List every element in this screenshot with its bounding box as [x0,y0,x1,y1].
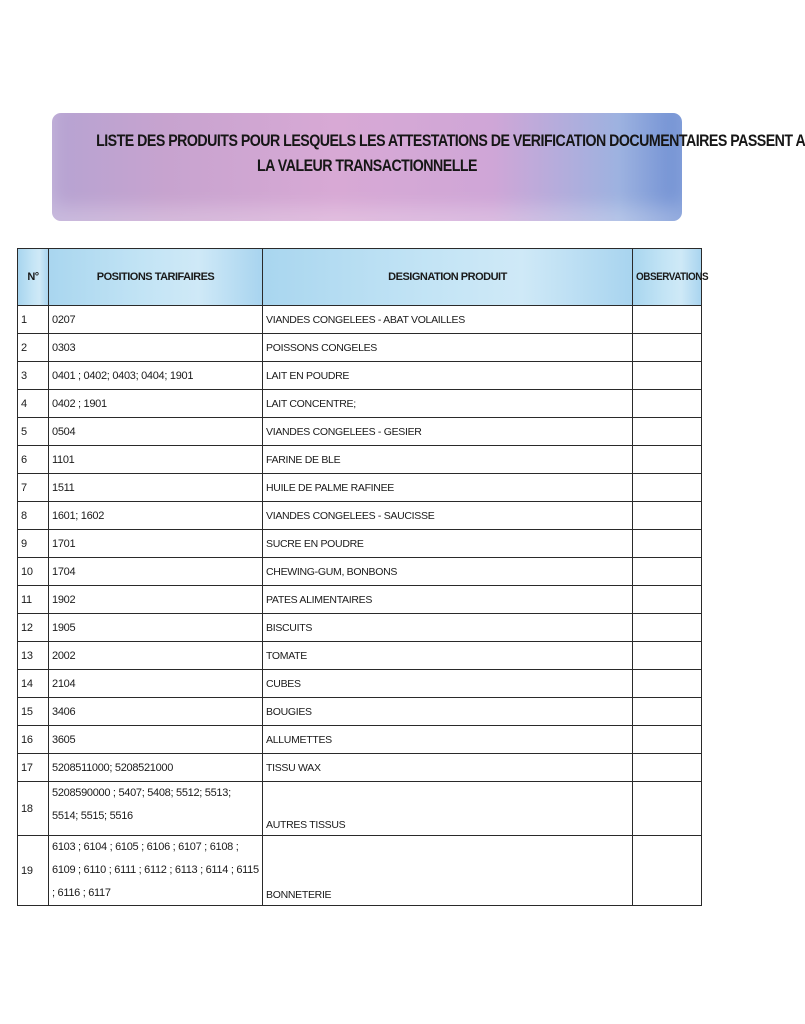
row-positions: 0504 [49,418,263,446]
table-row [18,390,702,418]
table-row [18,642,702,670]
row-designation: BONNETERIE [263,836,633,906]
row-designation: LAIT CONCENTRE; [263,390,633,418]
row-positions: 1701 [49,530,263,558]
table-row [18,782,702,836]
row-number: 15 [18,698,49,726]
row-designation: CUBES [263,670,633,698]
row-designation: VIANDES CONGELEES - GESIER [263,418,633,446]
row-positions: 1511 [49,474,263,502]
table-row [18,726,702,754]
title-banner [52,113,805,221]
row-number: 9 [18,530,49,558]
row-positions: 2002 [49,642,263,670]
table-row [18,418,702,446]
title-line-1: LISTE DES PRODUITS POUR LESQUELS LES ATTESTATIONS DE VERIFICATION DOCUMENTAIRES PASSENT A [96,132,805,150]
row-observations [633,726,702,754]
title-line-2: LA VALEUR TRANSACTIONNELLE [257,157,477,175]
row-number: 10 [18,558,49,586]
row-number: 8 [18,502,49,530]
row-designation: POISSONS CONGELES [263,334,633,362]
row-observations [633,754,702,782]
row-observations [633,390,702,418]
row-positions: 0402 ; 1901 [49,390,263,418]
table-row [18,614,702,642]
row-designation: BISCUITS [263,614,633,642]
row-positions: 5208511000; 5208521000 [49,754,263,782]
row-designation: AUTRES TISSUS [263,782,633,836]
row-positions: 0303 [49,334,263,362]
page-title [96,129,805,179]
row-observations [633,836,702,906]
row-designation: FARINE DE BLE [263,446,633,474]
table-row [18,698,702,726]
row-positions: 0207 [49,306,263,334]
table-row [18,530,702,558]
table-row [18,586,702,614]
row-observations [633,614,702,642]
row-number: 11 [18,586,49,614]
row-designation: TISSU WAX [263,754,633,782]
row-observations [633,474,702,502]
row-observations [633,306,702,334]
row-number: 19 [18,836,49,906]
row-designation: PATES ALIMENTAIRES [263,586,633,614]
table-row [18,754,702,782]
row-designation: VIANDES CONGELEES - ABAT VOLAILLES [263,306,633,334]
row-number: 17 [18,754,49,782]
row-positions: 1601; 1602 [49,502,263,530]
row-designation: ALLUMETTES [263,726,633,754]
table-header-row [18,249,702,306]
row-number: 13 [18,642,49,670]
row-number: 7 [18,474,49,502]
row-designation: CHEWING-GUM, BONBONS [263,558,633,586]
row-observations [633,782,702,836]
row-positions: 3605 [49,726,263,754]
row-observations [633,334,702,362]
table-row [18,558,702,586]
row-observations [633,502,702,530]
row-observations [633,558,702,586]
row-number: 1 [18,306,49,334]
row-number: 4 [18,390,49,418]
row-number: 14 [18,670,49,698]
row-designation: TOMATE [263,642,633,670]
row-number: 16 [18,726,49,754]
row-positions: 6103 ; 6104 ; 6105 ; 6106 ; 6107 ; 6108 ; 6109 ; 6110 ; 6111 ; 6112 ; 6113 ; 6114 ; 6115 ; 6116 ; 6117 [49,836,263,906]
header-observations: OBSERVATIONS [633,249,702,306]
table-row [18,474,702,502]
row-observations [633,530,702,558]
row-positions: 3406 [49,698,263,726]
row-positions: 1101 [49,446,263,474]
row-designation: SUCRE EN POUDRE [263,530,633,558]
row-observations [633,418,702,446]
header-number: N° [18,249,49,306]
row-designation: VIANDES CONGELEES - SAUCISSE [263,502,633,530]
table-row [18,502,702,530]
header-designation: DESIGNATION PRODUIT [263,249,633,306]
row-number: 3 [18,362,49,390]
table-row [18,306,702,334]
table-row [18,362,702,390]
row-designation: HUILE DE PALME RAFINEE [263,474,633,502]
row-observations [633,586,702,614]
row-number: 12 [18,614,49,642]
table-row [18,446,702,474]
row-observations [633,446,702,474]
row-positions: 5208590000 ; 5407; 5408; 5512; 5513; 5514; 5515; 5516 [49,782,263,836]
header-positions: POSITIONS TARIFAIRES [49,249,263,306]
row-observations [633,642,702,670]
row-number: 6 [18,446,49,474]
table-row [18,334,702,362]
products-table [17,248,709,906]
row-number: 5 [18,418,49,446]
row-designation: BOUGIES [263,698,633,726]
row-number: 2 [18,334,49,362]
row-number: 18 [18,782,49,836]
table-row [18,670,702,698]
table-body [18,306,702,906]
row-positions: 1905 [49,614,263,642]
table-row [18,836,702,906]
row-observations [633,698,702,726]
row-designation: LAIT EN POUDRE [263,362,633,390]
row-positions: 2104 [49,670,263,698]
row-observations [633,362,702,390]
row-positions: 1902 [49,586,263,614]
row-positions: 0401 ; 0402; 0403; 0404; 1901 [49,362,263,390]
row-observations [633,670,702,698]
row-positions: 1704 [49,558,263,586]
